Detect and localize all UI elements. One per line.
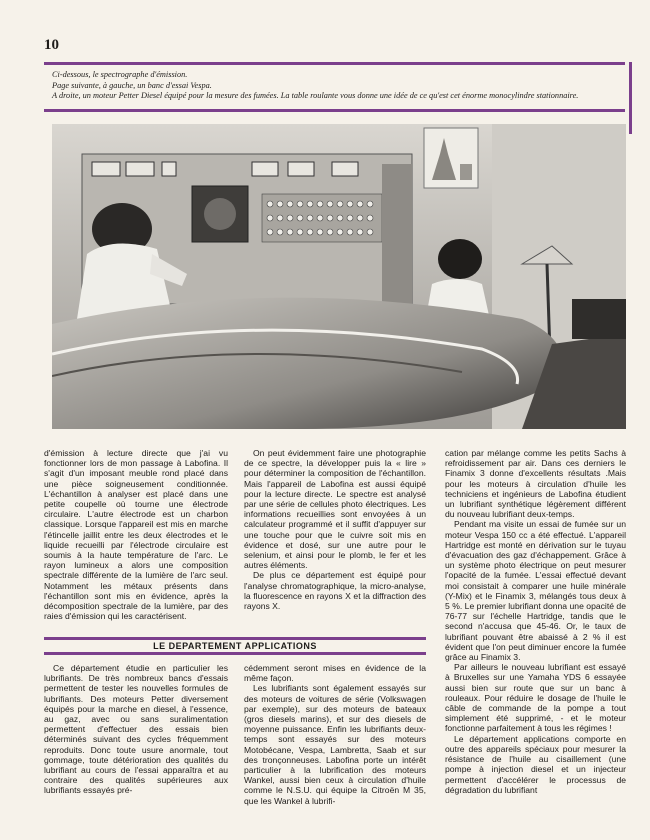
article-column-2-bottom — [244, 663, 426, 806]
article-column-3 — [445, 448, 626, 795]
photo-caption — [44, 62, 625, 112]
paragraph: cation par mélange comme les petits Sachs à refroidissement par air. Dans ces derniers le Finamix 3 donne d'excellents résultats .Mais pour les moteurs à circulation d'huile les techniciens et ingénieurs de Labofina étudient un lubrifiant synthétique légèrement différent du nouveau lubrifiant deux-temps. — [445, 448, 626, 520]
paragraph: cédemment seront mises en évidence de la même façon. — [244, 663, 426, 684]
paragraph: Les lubrifiants sont également essayés sur des moteurs de voitures de série (Volkswagen par exemple), sur des moteurs de bateaux (gros diesels marins), et sur des diesels de moyenne puissance. Enfin les lubrifiants deux-temps sont essayés sur des moteurs Motobécane, Vespa, Lambretta, Saab et sur des tronçonneuses. Labofina porte un intérêt particulier à la lubrification des moteurs Wankel, aussi bien ceux à circulation d'huile comme le N.S.U. qui équipe la Citroën M 35, que les Wankel à lubrifi- — [244, 683, 426, 806]
paragraph: Ce département étudie en particulier les lubrifiants. De très nombreux bancs d'essais permettent de tester les nouvelles formules de lubrifiants. Des moteurs Petter diversement équipés pour la marche en diesel, à l'essence, au gaz, avec ou sans suralimentation permettent d'effectuer des essais bien déterminés suivant des cycles fréquemment reproduits. Donc toute usure anormale, tout gommage, toute détérioration des qualités du lubrifiant au cours de l'essai apparaîtra et au contraire des qualités supérieures aux lubrifiants essayés pré- — [44, 663, 228, 796]
laboratory-photo — [52, 124, 626, 429]
page-number: 10 — [44, 37, 59, 53]
article-column-1-bottom — [44, 663, 228, 796]
paragraph: De plus ce département est équipé pour l'analyse chromatographique, la micro-analyse, la fluorescence en rayons X et la diffraction des rayons X. — [244, 570, 426, 612]
section-heading: LE DEPARTEMENT APPLICATIONS — [44, 637, 426, 655]
caption-line-1: Ci-dessous, le spectrographe d'émission. — [52, 70, 188, 79]
paragraph: d'émission à lecture directe que j'ai vu fonctionner lors de mon passage à Labofina. Il s'agit d'un imposant meuble rond placé dans une pièce soigneusement conditionnée. L'échantillon à analyser est placé dans une petite coupelle où tourne une électrode circulaire. L'autre électrode est un charbon classique. Lorsque l'appareil est mis en marche l'étincelle jaillit entre les deux électrodes et le liquide recueilli par l'électrode circulaire est soumis à la haute température de l'arc. Le rayon lumineux a alors une composition spectrale différente de la lumière de l'arc seul. Notamment les métaux présents dans l'échantillon sont mis en évidence, après la décomposition spectrale de la lumière, par des raies d'émission qui les caractérisent. — [44, 448, 228, 622]
caption-line-2: Page suivante, à gauche, un banc d'essai Vespa. — [52, 80, 212, 90]
paragraph: Pendant ma visite un essai de fumée sur un moteur Vespa 150 cc a été effectué. L'appareil Hartridge est monté en dérivation sur le tuyau d'évacuation des gaz d'échappement. Grâce à un système photo électrique on peut mesurer l'opacité de la fumée. L'essai effectué devant moi consistait à comparer une huile minérale (Y-Mix) et le Finamix 3, mélangés tous deux à 5 %. Le premier lubrifiant donna une opacité de 76-77 sur l'échelle Hartridge, tandis que le second n'accusa que 45-46. Or, le taux de lubrifiant pouvant être abaissé à 2 % il est évident que l'on peut diminuer encore la fumée grâce au Finamix 3. — [445, 519, 626, 663]
margin-rule — [629, 62, 632, 134]
article-column-2-top — [244, 448, 426, 611]
spectrograph-photo-drawing — [52, 124, 626, 429]
paragraph: Le département applications comporte en outre des appareils spéciaux pour mesurer la résistance de l'huile au cisaillement (une pompe à injection diesel et un injecteur permettent d'accélérer le processus de dégradation du lubrifiant — [445, 733, 626, 795]
paragraph: Par ailleurs le nouveau lubrifiant est essayé à Bruxelles sur une Yamaha YDS 6 essayée aussi bien sur route que sur un banc à rouleaux. Pour réduire le dosage de l'huile le câble de commande de la pompe a tout simplement été supprimé, - et le moteur fonctionne parfaitement à tous les régimes ! — [445, 662, 626, 734]
caption-line-3: A droite, un moteur Petter Diesel équipé pour la mesure des fumées. La table roulante vous donne une idée de ce qu'est cet énorme monocylindre stationnaire. — [52, 91, 579, 100]
paragraph: On peut évidemment faire une photographie de ce spectre, la développer puis la « lire » pour déterminer la composition de l'échantillon. Mais l'appareil de Labofina est aussi équipé pour la lecture directe. Le spectre est analysé par une série de cellules photo électriques. Les informations recueillies sont envoyées à un calculateur programmé et il suffit d'appuyer sur une touche pour que le cuivre soit mis en évidence et dosé, sur une autre pour le selenium, et ainsi pour le plomb, le fer et les autres éléments. — [244, 448, 426, 571]
article-column-1-top — [44, 448, 228, 621]
